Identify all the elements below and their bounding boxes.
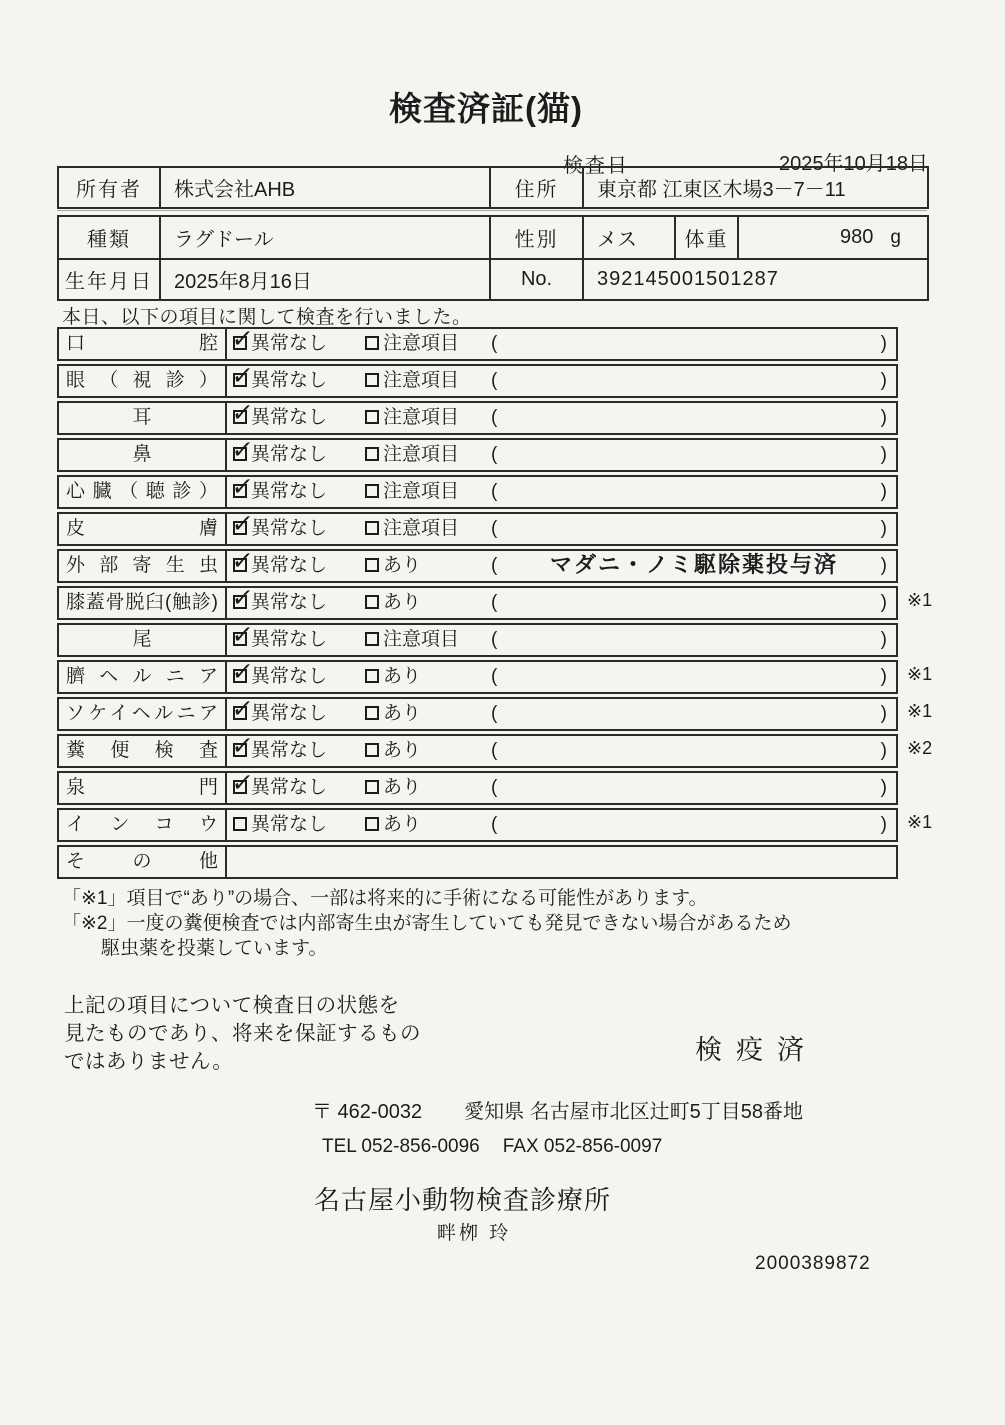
item-content [227, 551, 896, 581]
checkbox-attention-icon [365, 743, 379, 757]
option-no-abnormality [233, 662, 327, 692]
item-content [227, 662, 896, 692]
checkbox-attention-icon [365, 780, 379, 794]
footnote-1: 「※1」項目で“あり”の場合、一部は将来的に手術になる可能性があります。 [62, 888, 708, 909]
paren-open: ( [491, 666, 498, 687]
item-label: 外部寄生虫 [59, 551, 227, 581]
paren-close: ) [880, 703, 887, 724]
option-no-abnormality-label: 異常なし [251, 629, 328, 650]
option-attention [365, 440, 459, 470]
page-title: 検査済証(猫) [389, 90, 583, 127]
paren-close: ) [880, 777, 887, 798]
item-row [57, 549, 898, 583]
item-content [227, 329, 896, 359]
checkbox-no-abnormality-icon [233, 632, 247, 646]
footnotes [62, 886, 792, 961]
paren-open: ( [491, 555, 498, 576]
inspection-date-label: 検査日 [563, 155, 629, 177]
address-value: 東京都 江東区木場3－7－11 [582, 168, 927, 207]
option-no-abnormality [233, 625, 327, 655]
item-row [57, 586, 933, 620]
item-label: 口腔 [59, 329, 227, 359]
item-content [227, 440, 896, 470]
option-attention [365, 662, 421, 692]
option-attention-label: あり [383, 555, 422, 576]
option-no-abnormality-label: 異常なし [251, 333, 328, 354]
item-content [227, 514, 896, 544]
item-content [227, 588, 896, 618]
sex-value: メス [582, 217, 674, 258]
option-no-abnormality-label: 異常なし [251, 777, 328, 798]
paren-close: ) [880, 592, 887, 613]
item-remark-value: マダニ・ノミ駆除薬投与済 [549, 552, 838, 577]
option-no-abnormality [233, 773, 327, 803]
checkbox-no-abnormality-icon [233, 706, 247, 720]
item-label: 泉門 [59, 773, 227, 803]
checkbox-no-abnormality-icon [233, 743, 247, 757]
option-no-abnormality [233, 477, 327, 507]
paren-open: ( [491, 629, 498, 650]
paren-open: ( [491, 592, 498, 613]
paren-close: ) [880, 370, 887, 391]
birthdate-value: 2025年8月16日 [159, 258, 489, 299]
option-no-abnormality [233, 514, 327, 544]
no-label: No. [489, 258, 582, 299]
item-label: その他 [59, 847, 227, 877]
checkbox-attention-icon [365, 558, 379, 572]
option-no-abnormality-label: 異常なし [251, 370, 328, 391]
option-no-abnormality-label: 異常なし [251, 592, 328, 613]
option-attention-label: 注意項目 [383, 444, 460, 465]
items-intro: 本日、以下の項目に関して検査を行いました。 [62, 307, 472, 328]
option-no-abnormality-label: 異常なし [251, 518, 328, 539]
checkbox-attention-icon [365, 336, 379, 350]
option-attention [365, 551, 421, 581]
birthdate-label: 生年月日 [59, 258, 159, 299]
option-no-abnormality-label: 異常なし [251, 703, 328, 724]
item-label: ソケイヘルニア [59, 699, 227, 729]
no-value: 392145001501287 [582, 258, 927, 299]
sex-label: 性別 [489, 217, 582, 258]
item-content [227, 699, 896, 729]
divider-line [57, 210, 927, 211]
checkbox-no-abnormality-icon [233, 484, 247, 498]
item-row [57, 475, 898, 509]
inspection-items-table [57, 327, 933, 882]
option-attention-label: 注意項目 [383, 407, 460, 428]
paren-close: ) [880, 740, 887, 761]
paren-open: ( [491, 370, 498, 391]
item-content [227, 773, 896, 803]
option-attention [365, 625, 459, 655]
checkbox-no-abnormality-icon [233, 669, 247, 683]
paren-close: ) [880, 814, 887, 835]
owner-value: 株式会社AHB [159, 168, 489, 207]
item-content [227, 366, 896, 396]
item-label: インコウ [59, 810, 227, 840]
item-row [57, 734, 933, 768]
item-label: 耳 [59, 403, 227, 433]
paren-close: ) [880, 518, 887, 539]
checkbox-attention-icon [365, 521, 379, 535]
disclaimer [64, 992, 421, 1076]
weight-value: 980 [840, 226, 874, 248]
option-no-abnormality [233, 810, 327, 840]
item-row [57, 364, 898, 398]
clinic-name: 名古屋小動物検査診療所 [314, 1185, 612, 1215]
option-no-abnormality [233, 699, 327, 729]
option-attention [365, 699, 421, 729]
footnote-2: 「※2」一度の糞便検査では内部寄生虫が寄生していても発見できない場合があるため [62, 913, 792, 934]
item-content [227, 810, 896, 840]
option-no-abnormality-label: 異常なし [251, 407, 328, 428]
inspection-date-value: 2025年10月18日 [779, 153, 928, 175]
paren-close: ) [880, 333, 887, 354]
clinic-postal-address [312, 1095, 803, 1124]
veterinarian-name: 畔栁 玲 [437, 1223, 512, 1244]
option-attention [365, 403, 459, 433]
checkbox-no-abnormality-icon [233, 410, 247, 424]
item-row [57, 327, 898, 361]
item-row [57, 845, 898, 879]
item-reference-mark: ※1 [907, 812, 933, 832]
option-no-abnormality [233, 366, 327, 396]
item-label: 鼻 [59, 440, 227, 470]
paren-close: ) [880, 407, 887, 428]
item-reference-mark: ※2 [907, 738, 933, 758]
option-no-abnormality-label: 異常なし [251, 444, 328, 465]
weight-label: 体重 [674, 217, 737, 258]
clinic-phone-line [322, 1136, 662, 1158]
item-row [57, 512, 898, 546]
checkbox-no-abnormality-icon [233, 595, 247, 609]
option-no-abnormality-label: 異常なし [251, 555, 328, 576]
checkbox-no-abnormality-icon [233, 817, 247, 831]
checkbox-no-abnormality-icon [233, 521, 247, 535]
checkbox-no-abnormality-icon [233, 558, 247, 572]
item-content [227, 403, 896, 433]
owner-table [57, 166, 929, 209]
clinic-fax: FAX 052-856-0097 [502, 1136, 663, 1157]
item-reference-mark: ※1 [907, 590, 933, 610]
checkbox-attention-icon [365, 373, 379, 387]
disclaimer-line-3: ではありません。 [64, 1050, 234, 1073]
owner-label: 所有者 [76, 179, 142, 201]
item-row [57, 401, 898, 435]
option-attention [365, 477, 459, 507]
option-no-abnormality [233, 403, 327, 433]
footnote-2-continued: 駆虫薬を投薬しています。 [101, 938, 328, 959]
item-label: 心臓（聴診） [59, 477, 227, 507]
paren-open: ( [491, 814, 498, 835]
animal-table [57, 215, 929, 301]
checkbox-no-abnormality-icon [233, 780, 247, 794]
checkbox-attention-icon [365, 817, 379, 831]
paren-close: ) [880, 555, 887, 576]
item-label: 眼（視診） [59, 366, 227, 396]
option-attention-label: あり [383, 814, 422, 835]
paren-open: ( [491, 444, 498, 465]
option-attention-label: あり [383, 592, 422, 613]
checkbox-attention-icon [365, 706, 379, 720]
item-content [227, 736, 896, 766]
item-reference-mark: ※1 [907, 664, 933, 684]
option-attention-label: 注意項目 [383, 333, 460, 354]
option-no-abnormality [233, 736, 327, 766]
item-row [57, 623, 898, 657]
option-no-abnormality-label: 異常なし [251, 814, 328, 835]
option-attention-label: あり [383, 666, 422, 687]
checkbox-attention-icon [365, 595, 379, 609]
checkbox-attention-icon [365, 410, 379, 424]
paren-close: ) [880, 629, 887, 650]
item-row [57, 697, 933, 731]
option-no-abnormality-label: 異常なし [251, 481, 328, 502]
item-label: 尾 [59, 625, 227, 655]
option-attention-label: 注意項目 [383, 481, 460, 502]
paren-close: ) [880, 481, 887, 502]
checkbox-attention-icon [365, 484, 379, 498]
breed-label: 種類 [87, 229, 131, 251]
paren-open: ( [491, 777, 498, 798]
option-attention [365, 514, 459, 544]
breed-value: ラグドール [159, 217, 489, 258]
option-attention [365, 366, 459, 396]
item-content [227, 477, 896, 507]
option-attention-label: 注意項目 [383, 370, 460, 391]
quarantine-stamp: 検疫済 [695, 1035, 818, 1065]
option-attention-label: あり [383, 740, 422, 761]
option-attention [365, 329, 459, 359]
option-attention [365, 773, 421, 803]
option-attention-label: あり [383, 777, 422, 798]
paren-open: ( [491, 518, 498, 539]
clinic-address: 愛知県 名古屋市北区辻町5丁目58番地 [464, 1101, 804, 1123]
paren-close: ) [880, 666, 887, 687]
option-attention [365, 736, 421, 766]
item-row [57, 771, 898, 805]
option-no-abnormality [233, 440, 327, 470]
item-reference-mark: ※1 [907, 701, 933, 721]
item-label: 臍ヘルニア [59, 662, 227, 692]
option-attention [365, 588, 421, 618]
item-label: 皮膚 [59, 514, 227, 544]
item-content [227, 847, 896, 877]
paren-close: ) [880, 444, 887, 465]
option-no-abnormality-label: 異常なし [251, 740, 328, 761]
serial-number: 2000389872 [755, 1253, 871, 1274]
checkbox-attention-icon [365, 669, 379, 683]
option-no-abnormality-label: 異常なし [251, 666, 328, 687]
item-row [57, 438, 898, 472]
item-content [227, 625, 896, 655]
weight-unit: g [890, 226, 901, 248]
item-row [57, 808, 933, 842]
clinic-tel: TEL 052-856-0096 [322, 1136, 480, 1157]
item-label: 糞便検査 [59, 736, 227, 766]
paren-open: ( [491, 333, 498, 354]
option-no-abnormality [233, 329, 327, 359]
paren-open: ( [491, 407, 498, 428]
postal-code: 〒 462-0032 [312, 1101, 423, 1123]
option-no-abnormality [233, 551, 327, 581]
checkbox-attention-icon [365, 632, 379, 646]
paren-open: ( [491, 740, 498, 761]
option-attention [365, 810, 421, 840]
checkbox-no-abnormality-icon [233, 373, 247, 387]
option-attention-label: 注意項目 [383, 518, 460, 539]
checkbox-no-abnormality-icon [233, 447, 247, 461]
option-attention-label: あり [383, 703, 422, 724]
option-no-abnormality [233, 588, 327, 618]
checkbox-attention-icon [365, 447, 379, 461]
disclaimer-line-2: 見たものであり、将来を保証するもの [64, 1022, 421, 1045]
paren-open: ( [491, 703, 498, 724]
item-label: 膝蓋骨脱臼(触診) [59, 588, 227, 618]
item-row [57, 660, 933, 694]
checkbox-no-abnormality-icon [233, 336, 247, 350]
option-attention-label: 注意項目 [383, 629, 460, 650]
disclaimer-line-1: 上記の項目について検査日の状態を [64, 994, 400, 1017]
paren-open: ( [491, 481, 498, 502]
weight-value-cell [737, 217, 927, 258]
address-label: 住所 [489, 168, 582, 207]
